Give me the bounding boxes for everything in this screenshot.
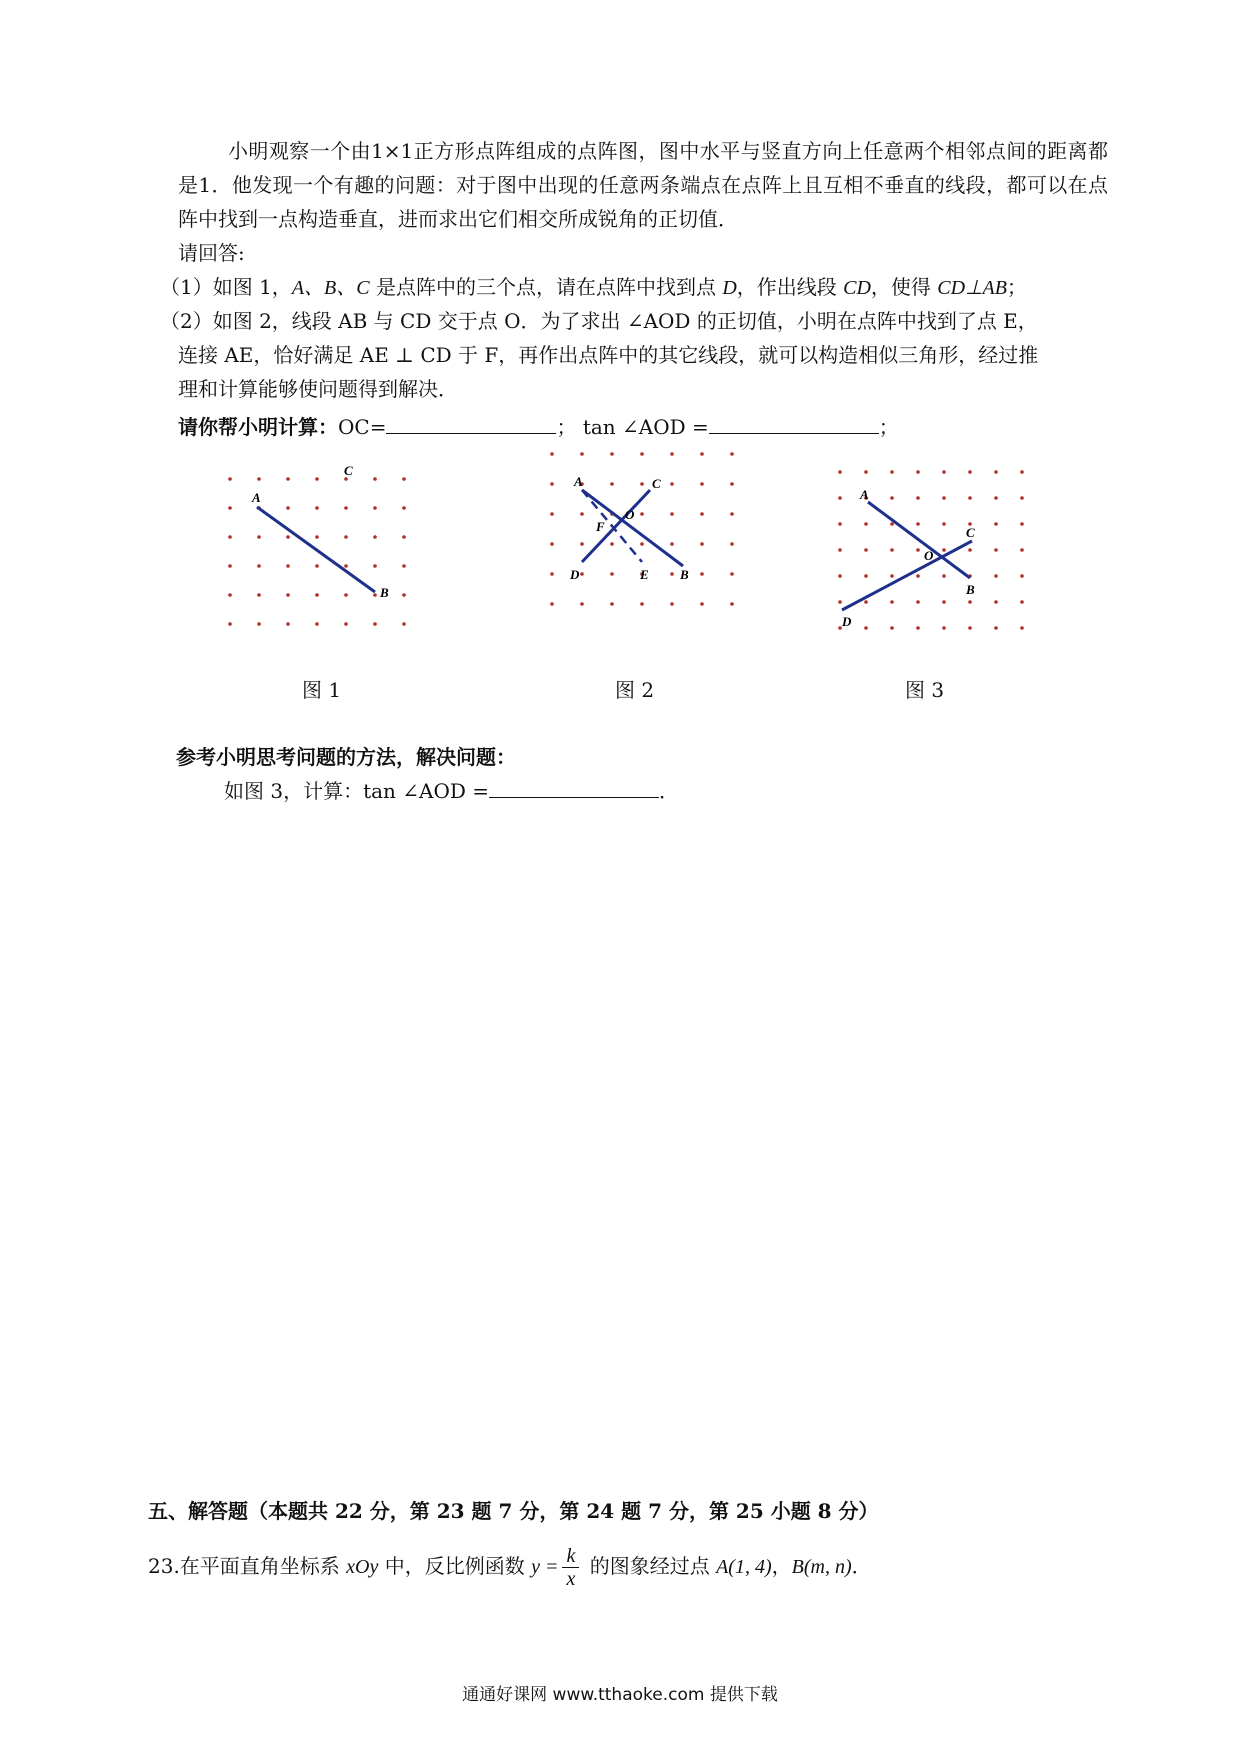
lattice-dot xyxy=(402,477,406,481)
lattice-dot xyxy=(373,564,377,568)
lattice-dot xyxy=(864,548,868,552)
lattice-dot xyxy=(257,477,261,481)
q1-vars: A、B、C xyxy=(291,277,370,299)
q23-xoy: xOy xyxy=(346,1556,379,1578)
lattice-dot xyxy=(968,470,972,474)
lattice-dot xyxy=(640,512,644,516)
question-2-line3: 理和计算能够使问题得到解决． xyxy=(178,377,458,401)
figure-2-caption: 图 2 xyxy=(615,678,655,702)
label-f: F xyxy=(596,519,605,534)
lattice-dot xyxy=(670,572,674,576)
lattice-dot xyxy=(580,512,584,516)
lattice-dot xyxy=(890,522,894,526)
lattice-dot xyxy=(286,593,290,597)
q1-mid2: ，作出线段 xyxy=(736,275,844,299)
ask-label: 请回答: xyxy=(178,241,245,265)
lattice-dot xyxy=(550,572,554,576)
lattice-dot xyxy=(890,548,894,552)
question-1 xyxy=(160,270,1027,305)
lattice-dot xyxy=(916,626,920,630)
lattice-dot xyxy=(942,522,946,526)
lattice-dot xyxy=(640,452,644,456)
lattice-dot xyxy=(838,470,842,474)
lattice-dot xyxy=(670,452,674,456)
lattice-dot xyxy=(700,542,704,546)
lattice-dot xyxy=(315,593,319,597)
lattice-dot xyxy=(968,600,972,604)
figure3-answer-blank[interactable] xyxy=(489,775,659,798)
lattice-dot xyxy=(640,482,644,486)
lattice-dot xyxy=(580,602,584,606)
segment-ab xyxy=(257,507,375,592)
lattice-dot xyxy=(1020,574,1024,578)
lattice-dot xyxy=(228,564,232,568)
lattice-dot xyxy=(730,602,734,606)
lattice-dot xyxy=(286,506,290,510)
lattice-dot xyxy=(257,535,261,539)
lattice-dot xyxy=(916,600,920,604)
q1-d: D xyxy=(722,277,737,299)
lattice-dot xyxy=(1020,496,1024,500)
lattice-dot xyxy=(942,548,946,552)
lattice-dot xyxy=(890,574,894,578)
question-2-line2: 连接 AE，恰好满足 AE ⊥ CD 于 F，再作出点阵中的其它线段，就可以构造相似三角形，经过推 xyxy=(178,343,1039,367)
lattice-dot xyxy=(838,522,842,526)
lattice-dot xyxy=(838,496,842,500)
lattice-dot xyxy=(580,542,584,546)
figure-3-caption: 图 3 xyxy=(905,678,945,702)
q1-end: ； xyxy=(1006,275,1027,299)
lattice-dot xyxy=(994,496,998,500)
calc-label: 请你帮小明计算： xyxy=(178,415,338,439)
q1-prefix: （1）如图 1， xyxy=(160,275,292,299)
lattice-dot xyxy=(916,470,920,474)
lattice-dot xyxy=(838,600,842,604)
calc-sep: ； tan ∠AOD = xyxy=(556,415,709,439)
lattice-dot xyxy=(344,564,348,568)
lattice-dot xyxy=(670,512,674,516)
lattice-dot xyxy=(257,564,261,568)
lattice-dot xyxy=(994,600,998,604)
lattice-dot xyxy=(968,548,972,552)
lattice-dot xyxy=(730,512,734,516)
lattice-dot xyxy=(670,482,674,486)
lattice-dot xyxy=(286,535,290,539)
lattice-dot xyxy=(1020,522,1024,526)
q23-mid2: 的图象经过点 xyxy=(583,1554,717,1578)
lattice-dot xyxy=(315,535,319,539)
lattice-dot xyxy=(402,564,406,568)
figure-3 xyxy=(830,460,1060,650)
lattice-dot xyxy=(730,452,734,456)
lattice-dot xyxy=(228,535,232,539)
lattice-dot xyxy=(942,600,946,604)
lattice-dot xyxy=(864,600,868,604)
lattice-dot xyxy=(286,622,290,626)
lattice-dot xyxy=(580,572,584,576)
lattice-dot xyxy=(257,593,261,597)
calc-line xyxy=(178,410,899,444)
lattice-dot xyxy=(968,626,972,630)
lattice-dot xyxy=(864,522,868,526)
segment-cd xyxy=(582,490,650,562)
reference-end: ． xyxy=(659,779,680,803)
lattice-dot xyxy=(315,477,319,481)
lattice-dot xyxy=(700,452,704,456)
lattice-dot xyxy=(286,564,290,568)
page-footer: 通通好课网 www.tthaoke.com 提供下载 xyxy=(462,1685,778,1705)
lattice-dot xyxy=(610,452,614,456)
segment-cd xyxy=(842,541,972,610)
lattice-dot xyxy=(610,572,614,576)
label-a: A xyxy=(574,474,583,489)
q1-cd: CD xyxy=(843,277,871,299)
lattice-dot xyxy=(580,452,584,456)
q23-denominator: x xyxy=(566,1568,576,1590)
calc-oc: OC= xyxy=(338,415,387,439)
lattice-dot xyxy=(1020,470,1024,474)
lattice-dot xyxy=(550,542,554,546)
label-c: C xyxy=(652,476,661,491)
q1-mid3: ，使得 xyxy=(870,275,938,299)
lattice-dot xyxy=(344,593,348,597)
lattice-dot xyxy=(670,542,674,546)
label-b: B xyxy=(966,582,975,597)
lattice-dot xyxy=(994,626,998,630)
q23-comma: ， xyxy=(771,1554,792,1578)
section-5-title: 五、解答题 xyxy=(148,1499,248,1523)
lattice-dot xyxy=(550,452,554,456)
figure-1-caption: 图 1 xyxy=(302,678,342,702)
q23-point-a: A(1, 4) xyxy=(716,1556,772,1578)
lattice-dot xyxy=(864,470,868,474)
lattice-dot xyxy=(640,602,644,606)
lattice-dot xyxy=(315,622,319,626)
lattice-dot xyxy=(730,572,734,576)
lattice-dot xyxy=(373,477,377,481)
figure-2 xyxy=(540,450,760,630)
label-c: C xyxy=(966,525,975,540)
label-b: B xyxy=(680,567,689,582)
lattice-dot xyxy=(550,602,554,606)
lattice-dot xyxy=(942,574,946,578)
lattice-dot xyxy=(838,574,842,578)
lattice-dot xyxy=(402,622,406,626)
lattice-dot xyxy=(344,622,348,626)
label-c: C xyxy=(344,463,353,478)
q23-prefix: 23.在平面直角坐标系 xyxy=(148,1554,347,1578)
lattice-dot xyxy=(864,626,868,630)
lattice-dot xyxy=(228,477,232,481)
lattice-dot xyxy=(1020,600,1024,604)
q23-point-b: B(m, n) xyxy=(791,1556,852,1578)
lattice-dot xyxy=(228,622,232,626)
lattice-dot xyxy=(916,496,920,500)
reference-task xyxy=(224,774,679,808)
lattice-dot xyxy=(402,535,406,539)
label-d: D xyxy=(570,567,580,582)
lattice-dot xyxy=(286,477,290,481)
lattice-dot xyxy=(402,593,406,597)
lattice-dot xyxy=(550,512,554,516)
lattice-dot xyxy=(373,593,377,597)
label-b: B xyxy=(380,585,389,600)
lattice-dot xyxy=(916,548,920,552)
q1-perp: CD⊥AB xyxy=(937,277,1007,299)
q23-fraction xyxy=(562,1545,579,1590)
q23-mid: 中，反比例函数 xyxy=(378,1554,532,1578)
section-5-note: （本题共 22 分，第 23 题 7 分，第 24 题 7 分，第 25 小题 8 分） xyxy=(248,1499,879,1523)
q23-y: y = xyxy=(531,1556,559,1578)
lattice-dot xyxy=(890,470,894,474)
lattice-dot xyxy=(610,602,614,606)
lattice-dot xyxy=(700,602,704,606)
calc-end: ； xyxy=(878,415,899,439)
question-2-line1: （2）如图 2，线段 AB 与 CD 交于点 O．为了求出 ∠AOD 的正切值，小明在点阵中找到了点 E， xyxy=(160,309,1038,333)
lattice-dot xyxy=(968,496,972,500)
lattice-dot xyxy=(838,548,842,552)
lattice-dot xyxy=(994,574,998,578)
lattice-dot xyxy=(610,542,614,546)
lattice-dot xyxy=(942,496,946,500)
tan-answer-blank[interactable] xyxy=(709,411,879,434)
label-o: O xyxy=(924,548,934,563)
lattice-dot xyxy=(402,506,406,510)
lattice-dot xyxy=(916,522,920,526)
question-23 xyxy=(148,1536,872,1597)
q23-numerator: k xyxy=(562,1545,579,1568)
lattice-dot xyxy=(670,602,674,606)
lattice-dot xyxy=(730,542,734,546)
lattice-dot xyxy=(700,512,704,516)
section-5-heading xyxy=(148,1494,879,1528)
lattice-dot xyxy=(994,522,998,526)
label-d: D xyxy=(842,614,852,629)
label-e: E xyxy=(640,567,649,582)
label-a: A xyxy=(252,490,261,505)
lattice-dot xyxy=(373,506,377,510)
lattice-dot xyxy=(610,482,614,486)
intro-paragraph: 小明观察一个由1×1正方形点阵组成的点阵图，图中水平与竖直方向上任意两个相邻点间的距离都是1．他发现一个有趣的问题：对于图中出现的任意两条端点在点阵上且互相不垂直的线段，都可以在点阵中找到一点构造垂直，进而求出它们相交所成锐角的正切值． xyxy=(178,139,1108,231)
label-o: O xyxy=(625,507,635,522)
lattice-dot xyxy=(344,535,348,539)
lattice-dot xyxy=(315,564,319,568)
lattice-dot xyxy=(640,542,644,546)
segment-ab xyxy=(868,502,970,578)
lattice-dot xyxy=(994,470,998,474)
lattice-dot xyxy=(730,482,734,486)
reference-heading: 参考小明思考问题的方法，解决问题： xyxy=(176,745,516,769)
lattice-dot xyxy=(864,574,868,578)
reference-task-text: 如图 3，计算：tan ∠AOD = xyxy=(224,779,490,803)
lattice-dot xyxy=(373,535,377,539)
lattice-dot xyxy=(700,572,704,576)
lattice-dot xyxy=(1020,548,1024,552)
lattice-dot xyxy=(700,482,704,486)
lattice-dot xyxy=(257,622,261,626)
figure-1 xyxy=(220,455,420,635)
lattice-dot xyxy=(315,506,319,510)
label-a: A xyxy=(860,487,869,502)
lattice-dot xyxy=(344,506,348,510)
lattice-dot xyxy=(228,506,232,510)
lattice-dot xyxy=(228,593,232,597)
lattice-dot xyxy=(942,470,946,474)
lattice-dot xyxy=(890,600,894,604)
lattice-dot xyxy=(373,622,377,626)
lattice-dot xyxy=(1020,626,1024,630)
lattice-dot xyxy=(994,548,998,552)
lattice-dot xyxy=(890,626,894,630)
q23-end: ． xyxy=(851,1554,872,1578)
lattice-dot xyxy=(550,482,554,486)
lattice-dot xyxy=(890,496,894,500)
lattice-dot xyxy=(916,574,920,578)
q1-mid: 是点阵中的三个点，请在点阵中找到点 xyxy=(369,275,723,299)
lattice-dot xyxy=(942,626,946,630)
oc-answer-blank[interactable] xyxy=(386,411,556,434)
